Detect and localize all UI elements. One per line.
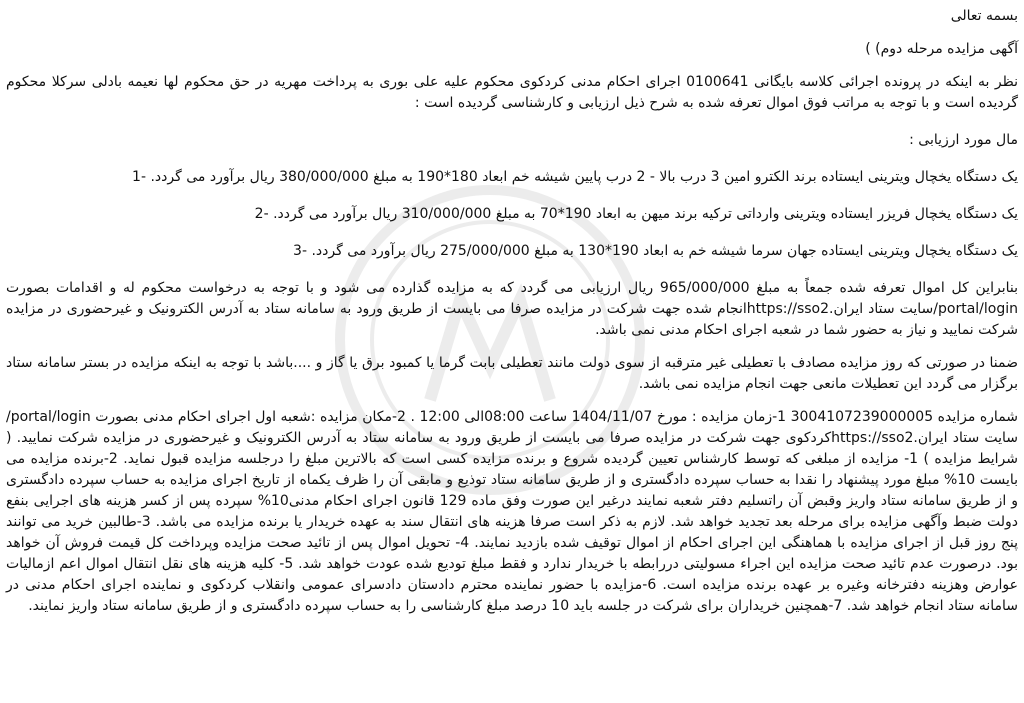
summary-paragraph: بنابراین کل اموال تعرفه شده جمعاً به مبلغ 965/000/000 ریال ارزیابی می گردد که به مزایده گذارده می شود و با توجه به درخواست محکوم له و اقدامات بصورت portal/login/سایت ستاد ایران.https://sso2انجام شده جهت شرکت در مزایده صرفا می بایست از طریق ورود به سامانه ستاد به آدرس الکترونیک و غیرحضوری در مزایده شرکت نمایید و نیاز به حضور شما در شعبه اجرای احکام مدنی نمی باشد. (6, 280, 1018, 338)
notice-paragraph: ضمنا در صورتی که روز مزایده مصادف با تعطیلی غیر مترقبه از سوی دولت مانند تعطیلی بابت گرما یا کمبود برق یا گاز و ....باشد با توجه به اینکه مزایده در بستر سامانه ستاد برگزار می گردد این تعطیلات مانعی جهت انجام مزایده نمی باشد. (6, 355, 1018, 392)
auction-notice-document (6, 6, 1018, 617)
document-subheading: آگهی مزایده مرحله دوم) ) (865, 41, 1018, 57)
document-heading: بسمه تعالی (950, 8, 1018, 24)
conditions-paragraph: شماره مزایده 3004107239000005 1-زمان مزایده : مورخ 1404/11/07 ساعت 08:00الی 12:00 . 2-مکان مزایده :شعبه اول اجرای احکام مدنی بصورت portal/login/سایت ستاد ایران.https://sso2کردکوی جهت شرکت در مزایده صرفا می بایست از طریق ورود به سامانه ستاد به آدرس الکترونیک و غیرحضوری در مزایده شرکت نمایید. ( شرایط مزایده ) 1- مزایده از مبلغی که توسط کارشناس تعیین گردیده شروع و برنده مزایده کسی است که بالاترین مبلغ را درجلسه مزایده قبول نماید. 2-برنده مزایده می بایست 10% مبلغ مورد پیشنهاد را نقدا به حساب سپرده دادگستری و از طریق سامانه ستاد توذیع و مابقی آن را ظرف یکماه از تاریخ اجرای مزایده به حساب سپرده دادگستری و از طریق سامانه ستاد واریز وقبض آن راتسلیم دفتر شعبه نمایند درغیر این صورت وفق ماده 129 قانون اجرای احکام مدنی10% سپرده پس از کسر هزینه های اجرایی بنفع دولت ضبط وآگهی مزایده برای مرحله بعد تجدید خواهد شد. لازم به ذکر است صرفا هزینه های انتقال سند به عهده خریدار یا برنده مزایده می باشد. 3-طالبین خرید می توانند پنج روز قبل از اجرای مزایده با هماهنگی این اجرای احکام از اموال توقیف شده بازدید نمایند. 4- تحویل اموال پس از تائید صحت مزایده وپرداخت کل قیمت فروش آن خواهد بود. درصورت عدم تائید صحت مزایده این اجراء مسولیتی دررابطه با خریدار ندارد و فقط مبلغ تودیع شده عودت خواهد شد. 5- کلیه هزینه های نقل انتقال اموال اعم ازمالیات عوارض وهزینه دفترخانه وغیره بر عهده برنده مزایده است. 6-مزایده با حضور نماینده محترم دادستان دادسرای عمومی وانقلاب کردکوی و نماینده اجرای احکام مدنی در سامانه ستاد انجام خواهد شد. 7-همچنین خریداران برای شرکت در جلسه باید 10 درصد مبلغ کارشناسی را به حساب سپرده دادگستری و از طریق سامانه ستاد واریز نمایند. (6, 409, 1019, 614)
list-item: یک دستگاه یخچال فریزر ایستاده ویترینی وارداتی ترکیه برند میهن به ابعاد 190*70 به مبلغ 310/000/000 ریال برآورد می گردد. -2 (254, 206, 1018, 222)
intro-paragraph: نظر به اینکه در پرونده اجرائی کلاسه بایگانی 0100641 اجرای احکام مدنی کردکوی محکوم علیه علی بوری به پرداخت مهریه در حق محکوم لها نعیمه بادلی سرکلا محکوم گردیده است و با توجه به مراتب فوق اموال تعرفه شده به شرح ذیل ارزیابی و کارشناسی گردیده است : (6, 74, 1018, 111)
list-item: یک دستگاه یخچال ویترینی ایستاده برند الکترو امین 3 درب بالا - 2 درب پایین شیشه خم ابعاد 180*190 به مبلغ 380/000/000 ریال برآورد می گردد. -1 (132, 169, 1018, 185)
list-item: یک دستگاه یخچال ویترینی ایستاده جهان سرما شیشه خم به ابعاد 190*130 به مبلغ 275/000/000 ریال برآورد می گردد. -3 (293, 243, 1018, 259)
section-title: مال مورد ارزیابی : (909, 132, 1018, 148)
